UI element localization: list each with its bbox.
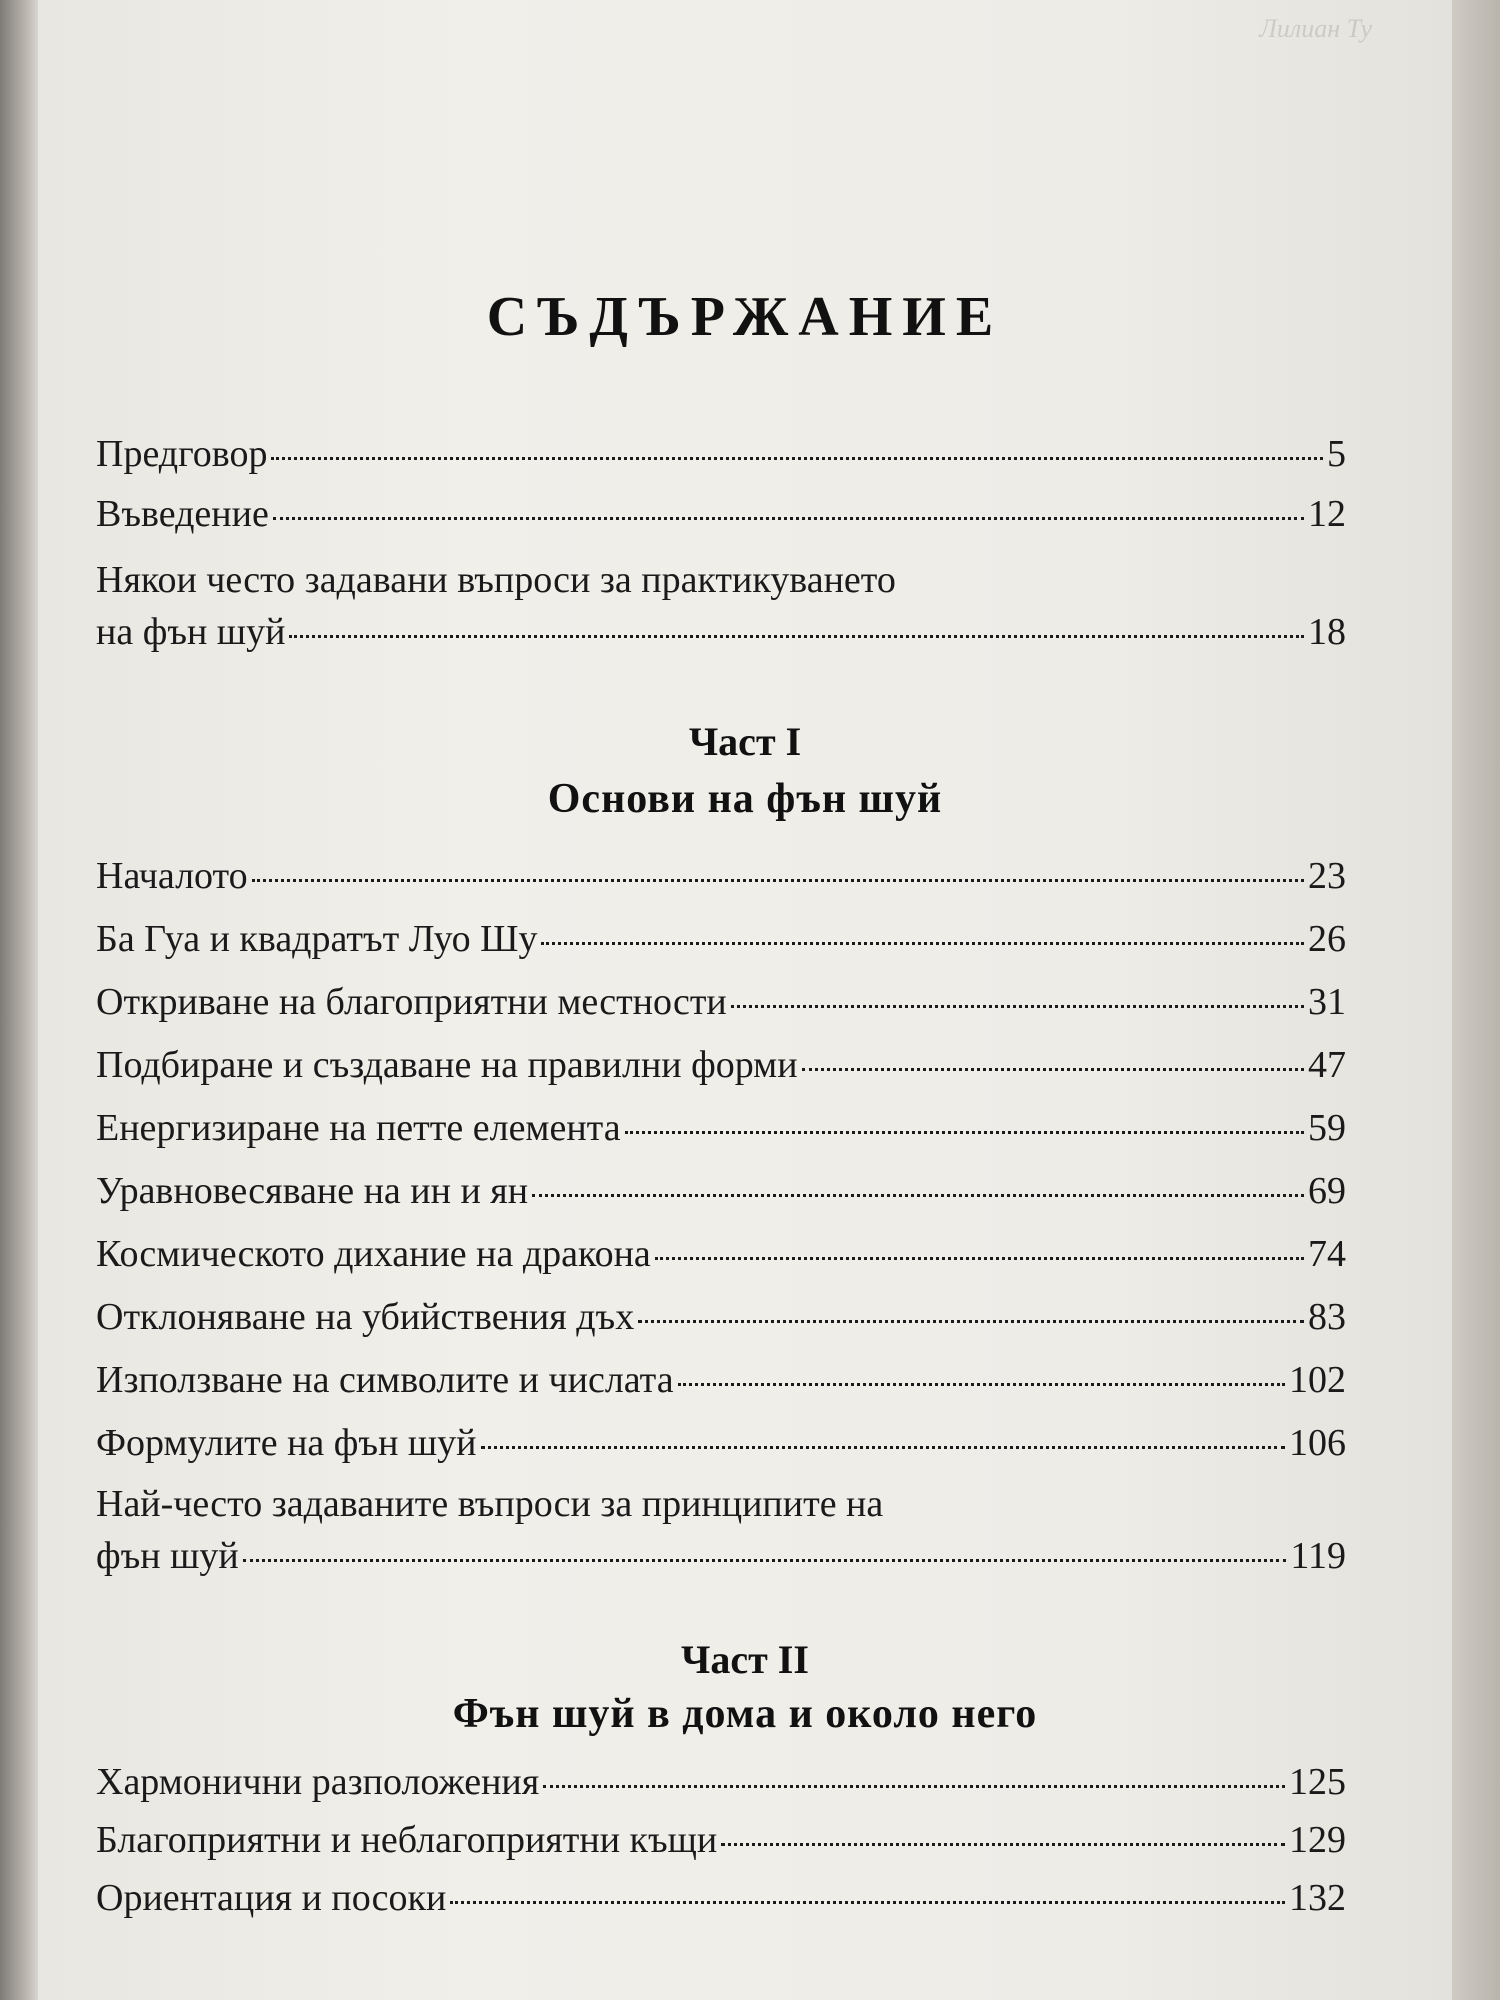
toc-entry-line2 (96, 1530, 1346, 1582)
toc-entry-page: 69 (1308, 1170, 1346, 1212)
toc-entry-line2 (96, 606, 1346, 658)
toc-entry (96, 1872, 1346, 1924)
part1-label: Част I (688, 719, 802, 764)
toc-entry (96, 850, 1346, 902)
toc-entry (96, 1039, 1346, 1091)
toc-entry (96, 1814, 1346, 1866)
toc-entry-title: Предговор (96, 433, 268, 475)
toc-title: СЪДЪРЖАНИЕ (486, 286, 1004, 348)
page-edge (1452, 0, 1500, 2000)
toc-leader-dots (450, 1901, 1285, 1904)
toc-entry (96, 1102, 1346, 1154)
toc-entry-introduction (96, 488, 1346, 540)
toc-entry (96, 1165, 1346, 1217)
toc-entry-title: Отклоняване на убийствения дъх (96, 1296, 635, 1338)
toc-entry (96, 913, 1346, 965)
toc-leader-dots (638, 1320, 1304, 1323)
toc-entry-title: Уравновесяване на ин и ян (96, 1170, 529, 1212)
toc-entry-page: 18 (1308, 611, 1346, 653)
toc-entry-title: Космическото дихание на дракона (96, 1233, 651, 1275)
part2-label: Част II (681, 1637, 809, 1682)
toc-entry (96, 1228, 1346, 1280)
toc-entry (96, 1417, 1346, 1469)
toc-entry (96, 1291, 1346, 1343)
ghost-running-title: Лилиан Ту (1259, 14, 1372, 43)
toc-entry-title: Подбиране и създаване на правилни форми (96, 1044, 798, 1086)
toc-leader-dots (273, 517, 1304, 520)
toc-entry-intro-faq (96, 554, 1346, 658)
toc-leader-dots (731, 1005, 1304, 1008)
toc-entry-page: 5 (1327, 433, 1346, 475)
toc-leader-dots (625, 1131, 1304, 1134)
toc-entry-page: 59 (1308, 1107, 1346, 1149)
toc-leader-dots (543, 1785, 1285, 1788)
toc-entry-preface (96, 428, 1346, 480)
toc-leader-dots (243, 1559, 1287, 1562)
toc-leader-dots (252, 879, 1304, 882)
toc-leader-dots (289, 635, 1304, 638)
toc-entry-page: 26 (1308, 918, 1346, 960)
toc-entry-page: 119 (1290, 1535, 1346, 1577)
toc-entry-page: 102 (1289, 1359, 1346, 1401)
toc-entry (96, 1354, 1346, 1406)
toc-entry-title: Формулите на фън шуй (96, 1422, 477, 1464)
part1-title: Основи на фън шуй (547, 776, 943, 822)
toc-entry-title: Използване на символите и числата (96, 1359, 674, 1401)
toc-leader-dots (541, 942, 1304, 945)
toc-entry-part1-faq (96, 1478, 1346, 1582)
toc-entry-title: Началото (96, 855, 248, 897)
toc-entry-page: 106 (1289, 1422, 1346, 1464)
toc-entry-page: 12 (1308, 493, 1346, 535)
toc-entry-page: 129 (1289, 1819, 1346, 1861)
toc-entry-page: 23 (1308, 855, 1346, 897)
toc-entry-page: 125 (1289, 1761, 1346, 1803)
toc-leader-dots (481, 1446, 1285, 1449)
toc-leader-dots (532, 1194, 1304, 1197)
toc-entry-title: Енергизиране на петте елемента (96, 1107, 621, 1149)
toc-entry-title-line2: фън шуй (96, 1535, 239, 1577)
toc-entry-page: 47 (1308, 1044, 1346, 1086)
toc-leader-dots (655, 1257, 1304, 1260)
toc-entry-title: Ориентация и посоки (96, 1877, 447, 1919)
toc-entry-title: Откриване на благоприятни местности (96, 981, 727, 1023)
book-page (38, 0, 1452, 2000)
toc-entry-title-line1: Някои често задавани въпроси за практикуването (96, 559, 896, 601)
toc-entry-page: 31 (1308, 981, 1346, 1023)
toc-entry-title-line1: Най-често задаваните въпроси за принципите на (96, 1483, 884, 1525)
toc-entry-page: 74 (1308, 1233, 1346, 1275)
toc-entry-page: 83 (1308, 1296, 1346, 1338)
toc-leader-dots (802, 1068, 1304, 1071)
toc-entry-title: Ба Гуа и квадратът Луо Шу (96, 918, 538, 960)
book-binding-shadow (0, 0, 38, 2000)
toc-entry-title: Хармонични разположения (96, 1761, 540, 1803)
toc-entry (96, 1756, 1346, 1808)
toc-leader-dots (271, 457, 1323, 460)
toc-entry-page: 132 (1289, 1877, 1346, 1919)
toc-entry-title: Въведение (96, 493, 269, 535)
part2-title: Фън шуй в дома и около него (452, 1691, 1038, 1737)
toc-leader-dots (678, 1383, 1285, 1386)
toc-entry-title: Благоприятни и неблагоприятни къщи (96, 1819, 718, 1861)
toc-entry-title-line2: на фън шуй (96, 611, 286, 653)
toc-leader-dots (721, 1843, 1285, 1846)
toc-entry (96, 976, 1346, 1028)
